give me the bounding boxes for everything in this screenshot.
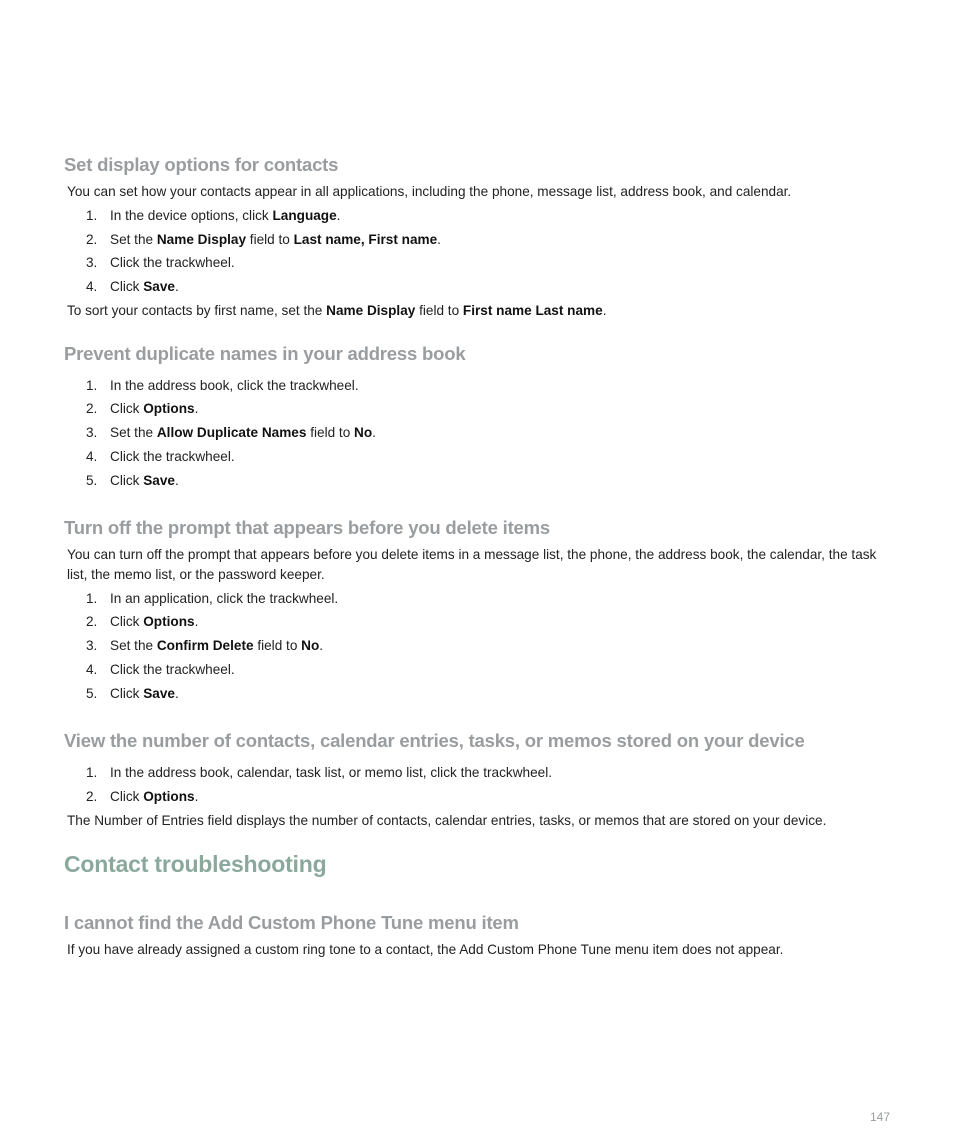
step-text: Click Options. [110, 614, 199, 629]
step-number: 3. [86, 255, 98, 270]
step-number: 1. [86, 591, 98, 606]
step-number: 2. [86, 232, 98, 247]
step-text: In the address book, click the trackwheel. [110, 378, 359, 393]
section-text: If you have already assigned a custom ring tone to a contact, the Add Custom Phone Tune menu item does not appear. [67, 942, 784, 957]
step-text: Click Save. [110, 686, 179, 701]
step-number: 5. [86, 686, 98, 701]
step-text: Click the trackwheel. [110, 449, 235, 464]
step-text: In the address book, calendar, task list, or memo list, click the trackwheel. [110, 765, 552, 780]
section-heading-display-options: Set display options for contacts [64, 154, 339, 175]
step-text: Set the Name Display field to Last name, First name. [110, 232, 441, 247]
section-intro: You can set how your contacts appear in all applications, including the phone, message list, address book, and calendar. [67, 184, 792, 199]
step-number: 5. [86, 473, 98, 488]
step-number: 3. [86, 638, 98, 653]
section-heading-number-of-entries: View the number of contacts, calendar entries, tasks, or memos stored on your device [64, 730, 805, 751]
step-number: 2. [86, 401, 98, 416]
step-text: Click the trackwheel. [110, 662, 235, 677]
step-number: 1. [86, 378, 98, 393]
step-text: Set the Allow Duplicate Names field to No. [110, 425, 376, 440]
section-heading-delete-prompt: Turn off the prompt that appears before you delete items [64, 517, 550, 538]
chapter-heading-troubleshooting: Contact troubleshooting [64, 851, 327, 877]
section-heading-duplicate-names: Prevent duplicate names in your address book [64, 343, 466, 364]
page-number: 147 [869, 1110, 890, 1124]
step-text: Set the Confirm Delete field to No. [110, 638, 324, 653]
step-text: Click Options. [110, 789, 199, 804]
step-text: Click the trackwheel. [110, 255, 235, 270]
section-note: To sort your contacts by first name, set the Name Display field to First name Last name. [67, 303, 607, 318]
step-text: Click Options. [110, 401, 199, 416]
step-number: 4. [86, 279, 98, 294]
step-text: Click Save. [110, 473, 179, 488]
step-text: In an application, click the trackwheel. [110, 591, 339, 606]
section-intro: You can turn off the prompt that appears before you delete items in a message list, the phone, the address book, the calendar, the task [67, 547, 877, 562]
step-text: In the device options, click Language. [110, 208, 341, 223]
step-number: 3. [86, 425, 98, 440]
step-number: 2. [86, 614, 98, 629]
section-note: The Number of Entries field displays the number of contacts, calendar entries, tasks, or memos that are stored on your device. [67, 813, 827, 828]
section-heading-custom-phone-tune: I cannot find the Add Custom Phone Tune menu item [64, 912, 519, 933]
step-number: 1. [86, 765, 98, 780]
step-number: 4. [86, 449, 98, 464]
step-text: Click Save. [110, 279, 179, 294]
step-number: 1. [86, 208, 98, 223]
step-number: 4. [86, 662, 98, 677]
section-intro-continued: list, the memo list, or the password keeper. [67, 567, 325, 582]
step-number: 2. [86, 789, 98, 804]
